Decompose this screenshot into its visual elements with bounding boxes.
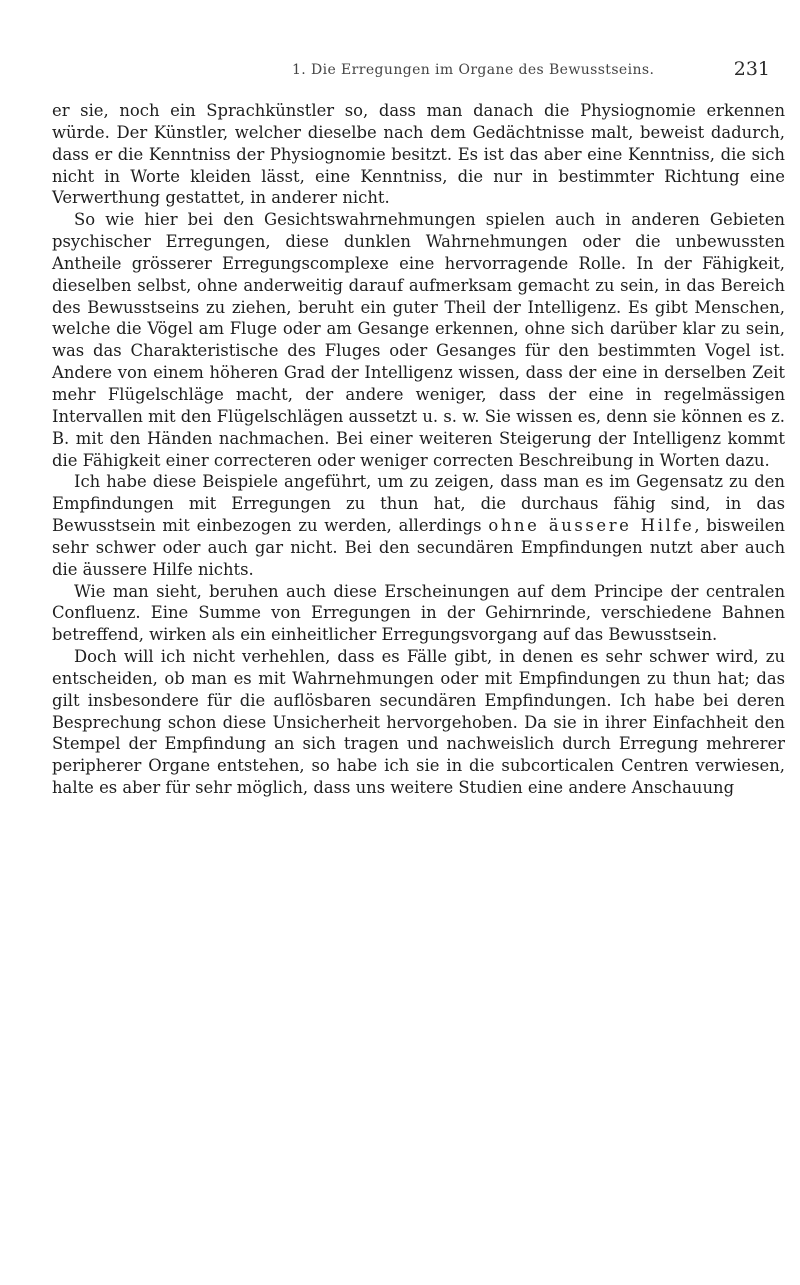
page-header [52,58,782,84]
paragraph-3-part-2: , bisweilen sehr schwer oder auch gar nicht. Bei den secundären Empfindungen nutzt aber auch die äussere Hilfe nichts. [52,516,785,579]
body-text [52,100,785,799]
paragraph-4: Wie man sieht, beruhen auch diese Erscheinungen auf dem Principe der centralen Confluenz. Eine Summe von Erregungen in der Gehirnrinde, verschiedene Bahnen betreffend, wirken als ein einheitlicher Erregungsvorgang auf das Bewusstsein. [52,581,785,645]
running-head: 1. Die Erregungen im Organe des Bewusstseins. [292,62,655,78]
page-number: 231 [733,58,770,80]
paragraph-1: er sie, noch ein Sprachkünstler so, dass man danach die Physiognomie erkennen würde. Der Künstler, welcher dieselbe nach dem Gedächtnisse malt, beweist dadurch, dass er die Kenntniss der Physiognomie besitzt. Es ist das aber eine Kenntniss, die sich nicht in Worte kleiden lässt, eine Kenntniss, die nur in bestimmter Richtung eine Verwerthung gestattet, in anderer nicht. [52,101,785,208]
paragraph-2: So wie hier bei den Gesichtswahrnehmungen spielen auch in anderen Gebieten psychischer Erregungen, diese dunklen Wahrnehmungen oder die unbewussten Antheile grösserer Erregungscomplexe eine hervorragende Rolle. In der Fähigkeit, dieselben selbst, ohne anderweitig darauf aufmerksam gemacht zu sein, in das Bereich des Bewusstseins zu ziehen, beruht ein guter Theil der Intelligenz. Es gibt Menschen, welche die Vögel am Fluge oder am Gesange erkennen, ohne sich darüber klar zu sein, was das Charakteristische des Fluges oder Gesanges für den bestimmten Vogel ist. Andere von einem höheren Grad der Intelligenz wissen, dass der eine in derselben Zeit mehr Flügelschläge macht, der andere weniger, dass der eine in regelmässigen Intervallen mit den Flügelschlägen aussetzt u. s. w. Sie wissen es, denn sie können es z. B. mit den Händen nachmachen. Bei einer weiteren Steigerung der Intelligenz kommt die Fähigkeit einer correcteren oder weniger correcten Beschreibung in Worten dazu. [52,210,785,470]
paragraph-3-part-1: Ich habe diese Beispiele angeführt, um zu zeigen, dass man es im Gegensatz zu den Empfindungen mit Erregungen zu thun hat, die durchaus fähig sind, in das Bewusstsein mit einbezogen zu werden, allerdings [52,472,785,536]
paragraph-3 [52,471,785,580]
emphasis-text: ohne äussere Hilfe [488,516,695,536]
paragraph-5: Doch will ich nicht verhehlen, dass es Fälle gibt, in denen es sehr schwer wird, zu entscheiden, ob man es mit Wahrnehmungen oder mit Empfindungen zu thun hat; das gilt insbesondere für die auflösbaren secundären Empfindungen. Ich habe bei deren Besprechung schon diese Unsicherheit hervorgehoben. Da sie in ihrer Einfachheit den Stempel der Empfindung an sich tragen und nachweislich durch Erregung mehrerer peripherer Organe entstehen, so habe ich sie in die subcorticalen Centren verwiesen, halte es aber für sehr möglich, dass uns weitere Studien eine andere Anschauung [52,647,785,798]
